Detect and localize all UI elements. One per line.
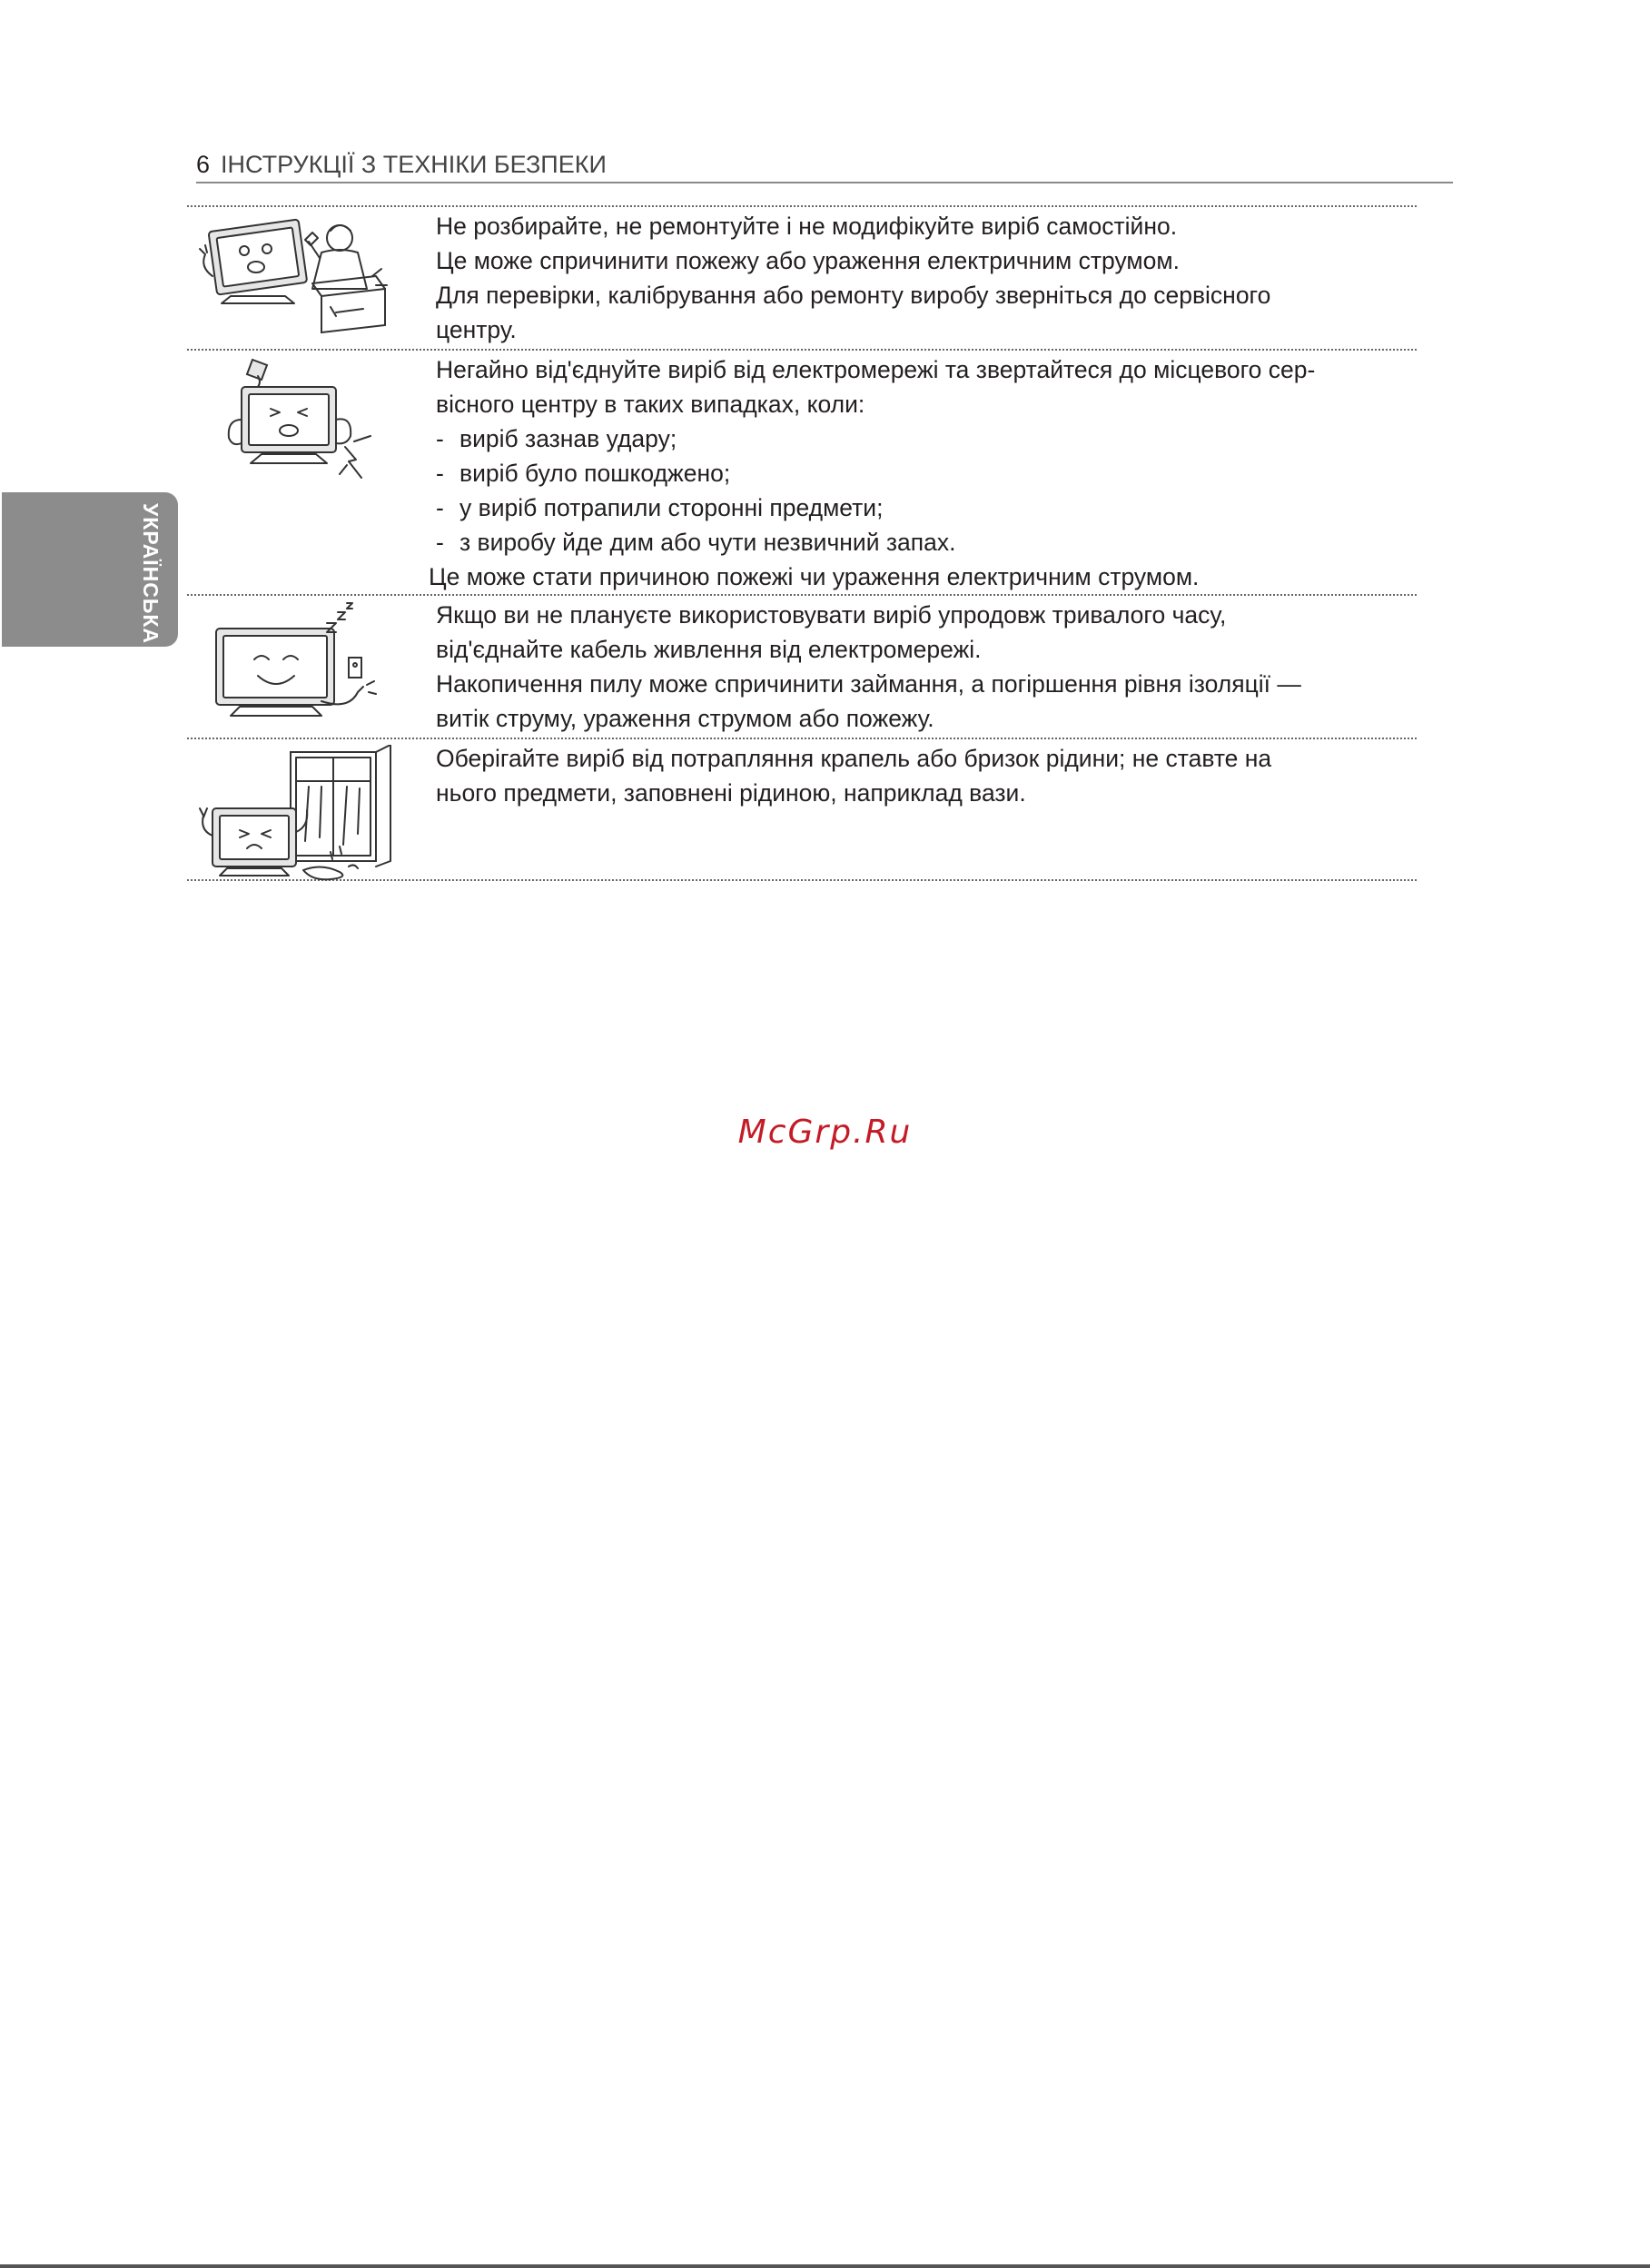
bullet-text: виріб зазнав удару; <box>459 425 677 452</box>
section-3-line-3: Накопичення пилу може спричинити займання, а погіршення рівня ізоляції — <box>436 670 1301 698</box>
section-3-line-4: витік струму, ураження струмом або пожежу. <box>436 705 934 732</box>
language-tab-label: УКРАЇНСЬКА <box>139 503 163 645</box>
bottom-border <box>0 2264 1650 2268</box>
bullet-text: виріб було пошкоджено; <box>459 460 731 487</box>
watermark: McGrp.Ru <box>737 1114 913 1151</box>
section-2-bullet-3: - у виріб потрапили сторонні предмети; <box>436 494 884 521</box>
section-2-footer: Це може стати причиною пожежі чи ураження електричним струмом. <box>429 563 1200 590</box>
safety-section-3 <box>187 594 1417 738</box>
page-title: ІНСТРУКЦІЇ З ТЕХНІКИ БЕЗПЕКИ <box>221 151 607 178</box>
safety-section-2 <box>187 349 1417 594</box>
language-tab <box>2 492 178 647</box>
page-number: 6 <box>196 151 211 178</box>
section-2-line-1: Негайно від'єднуйте виріб від електромережі та звертайтеся до місцевого сер- <box>436 356 1316 383</box>
bullet-text: з виробу йде дим або чути незвичний запах. <box>459 529 956 556</box>
section-2-line-2: вісного центру в таких випадках, коли: <box>436 391 865 418</box>
section-3-line-1: Якщо ви не плануєте використовувати виріб упродовж тривалого часу, <box>436 601 1227 629</box>
section-3-line-2: від'єднайте кабель живлення від електромережі. <box>436 636 982 663</box>
section-1-line-1: Не розбирайте, не ремонтуйте і не модифікуйте виріб самостійно. <box>436 213 1178 240</box>
section-1-line-4: центру. <box>436 316 517 343</box>
bullet-text: у виріб потрапили сторонні предмети; <box>459 494 884 521</box>
tv-sleeping-unplugged-icon <box>194 601 394 728</box>
section-2-bullet-4: - з виробу йде дим або чути незвичний запах. <box>436 529 956 556</box>
section-1-line-3: Для перевірки, калібрування або ремонту виробу зверніться до сервісного <box>436 282 1271 309</box>
safety-sections <box>187 205 1417 881</box>
tv-damaged-icon <box>194 356 394 483</box>
tv-repair-technician-icon <box>194 213 394 340</box>
section-4-line-1: Оберігайте виріб від потрапляння крапель або бризок рідини; не ставте на <box>436 745 1272 772</box>
safety-section-4 <box>187 738 1417 881</box>
page-header <box>196 149 1453 183</box>
safety-section-1 <box>187 205 1417 349</box>
section-2-bullet-1: - виріб зазнав удару; <box>436 425 677 452</box>
section-1-line-2: Це може спричинити пожежу або ураження електричним струмом. <box>436 247 1180 274</box>
tv-window-rain-icon <box>194 745 394 881</box>
section-2-bullet-2: - виріб було пошкоджено; <box>436 460 731 487</box>
section-4-line-2: нього предмети, заповнені рідиною, наприклад вази. <box>436 779 1026 807</box>
